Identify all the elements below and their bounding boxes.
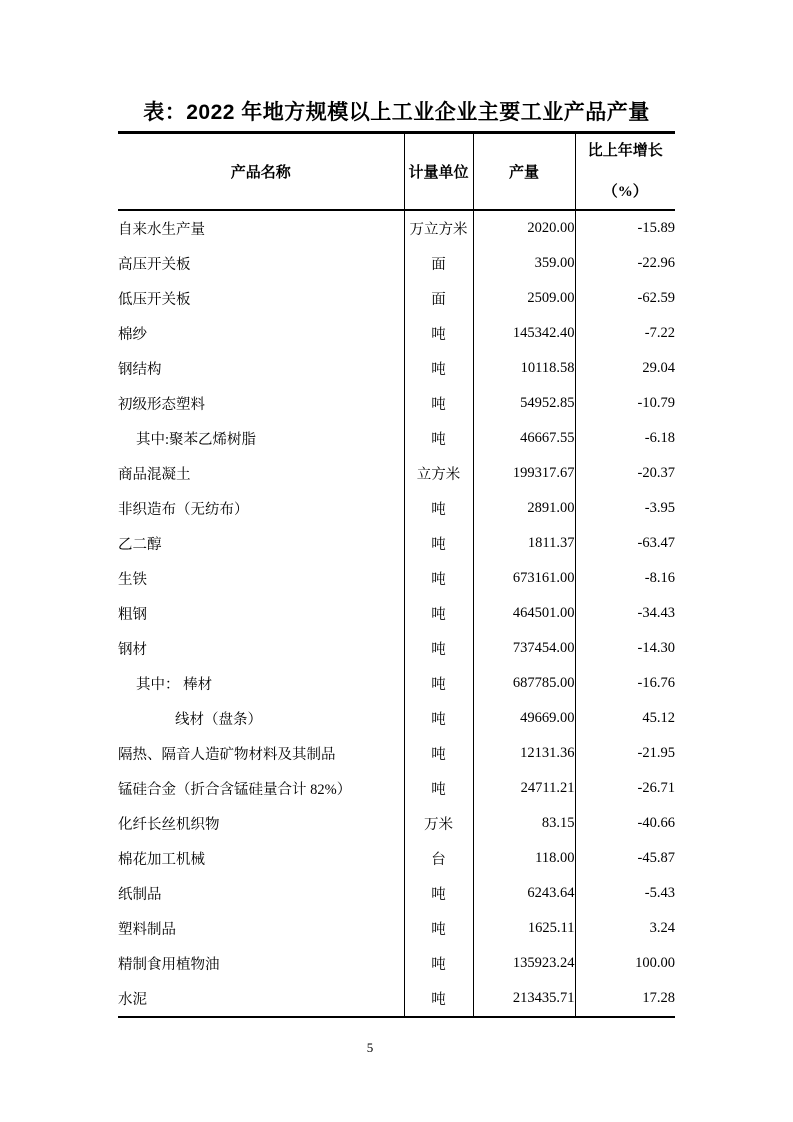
table-row [118, 491, 675, 526]
table-header [118, 133, 675, 211]
growth-header-line2: （%） [602, 183, 648, 200]
product-name-cell: 棉纱 [118, 327, 147, 343]
growth-cell: -63.47 [575, 526, 675, 561]
growth-cell: -20.37 [575, 456, 675, 491]
unit-cell: 吨 [404, 596, 473, 631]
output-cell: 46667.55 [473, 421, 575, 456]
growth-cell: -62.59 [575, 281, 675, 316]
table-row [118, 456, 675, 491]
product-name-cell: 棉花加工机械 [118, 852, 205, 868]
output-cell: 359.00 [473, 246, 575, 281]
unit-cell: 吨 [404, 561, 473, 596]
products-table [118, 131, 675, 1018]
output-cell: 10118.58 [473, 351, 575, 386]
product-name-cell: 线材（盘条） [175, 712, 262, 728]
growth-cell: -40.66 [575, 806, 675, 841]
unit-cell: 吨 [404, 701, 473, 736]
table-row [118, 281, 675, 316]
output-cell: 49669.00 [473, 701, 575, 736]
output-cell: 83.15 [473, 806, 575, 841]
unit-cell: 吨 [404, 631, 473, 666]
table-row [118, 561, 675, 596]
table-row [118, 701, 675, 736]
output-cell: 12131.36 [473, 736, 575, 771]
growth-header-line1: 比上年增长 [587, 142, 663, 159]
unit-cell: 吨 [404, 771, 473, 806]
unit-cell: 吨 [404, 876, 473, 911]
product-name-cell: 其中： 棒材 [136, 677, 213, 693]
unit-cell: 吨 [404, 421, 473, 456]
unit-cell: 吨 [404, 946, 473, 981]
table-row [118, 876, 675, 911]
product-name-cell: 其中:聚苯乙烯树脂 [136, 432, 257, 448]
growth-cell: -34.43 [575, 596, 675, 631]
output-cell: 687785.00 [473, 666, 575, 701]
growth-cell: -26.71 [575, 771, 675, 806]
output-cell: 464501.00 [473, 596, 575, 631]
table-row [118, 631, 675, 666]
output-cell: 2509.00 [473, 281, 575, 316]
growth-cell: 3.24 [575, 911, 675, 946]
product-name-cell: 纸制品 [118, 887, 162, 903]
growth-cell: -5.43 [575, 876, 675, 911]
page-number: 5 [366, 1040, 374, 1055]
table-row [118, 351, 675, 386]
product-name-cell: 精制食用植物油 [118, 957, 220, 973]
growth-cell: 45.12 [575, 701, 675, 736]
output-cell: 2891.00 [473, 491, 575, 526]
product-name-cell: 生铁 [118, 572, 147, 588]
growth-cell: -8.16 [575, 561, 675, 596]
table-row [118, 806, 675, 841]
table-row [118, 316, 675, 351]
output-cell: 199317.67 [473, 456, 575, 491]
output-cell: 54952.85 [473, 386, 575, 421]
unit-cell: 吨 [404, 736, 473, 771]
growth-cell: -3.95 [575, 491, 675, 526]
table-row [118, 911, 675, 946]
output-cell: 673161.00 [473, 561, 575, 596]
column-header-unit: 计量单位 [404, 133, 473, 211]
growth-cell: -10.79 [575, 386, 675, 421]
unit-cell: 立方米 [404, 456, 473, 491]
growth-cell: -6.18 [575, 421, 675, 456]
product-name-cell: 塑料制品 [118, 922, 176, 938]
output-cell: 135923.24 [473, 946, 575, 981]
product-name-cell: 锰硅合金（折合含锰硅量合计 82%） [118, 782, 352, 798]
growth-cell: -7.22 [575, 316, 675, 351]
header-row [118, 133, 675, 211]
column-header-growth [575, 133, 675, 211]
output-cell: 1811.37 [473, 526, 575, 561]
table-row [118, 210, 675, 246]
unit-cell: 万立方米 [404, 210, 473, 246]
output-cell: 24711.21 [473, 771, 575, 806]
table-row [118, 666, 675, 701]
table-row [118, 736, 675, 771]
unit-cell: 吨 [404, 316, 473, 351]
output-cell: 6243.64 [473, 876, 575, 911]
growth-cell: -22.96 [575, 246, 675, 281]
table-row [118, 421, 675, 456]
growth-cell: -14.30 [575, 631, 675, 666]
column-header-product-name: 产品名称 [118, 133, 404, 211]
growth-header-lines [576, 134, 676, 209]
page-title: 表：2022 年地方规模以上工业企业主要工业产品产量 [143, 101, 650, 124]
product-name-cell: 自来水生产量 [118, 222, 205, 238]
output-cell: 737454.00 [473, 631, 575, 666]
product-name-cell: 商品混凝土 [118, 467, 191, 483]
unit-cell: 吨 [404, 526, 473, 561]
table-row [118, 841, 675, 876]
growth-cell: 29.04 [575, 351, 675, 386]
unit-cell: 吨 [404, 491, 473, 526]
unit-cell: 台 [404, 841, 473, 876]
unit-cell: 吨 [404, 386, 473, 421]
growth-cell: -16.76 [575, 666, 675, 701]
product-name-cell: 高压开关板 [118, 257, 191, 273]
product-name-cell: 非织造布（无纺布） [118, 502, 249, 518]
unit-cell: 吨 [404, 666, 473, 701]
unit-cell: 吨 [404, 911, 473, 946]
output-cell: 213435.71 [473, 981, 575, 1017]
product-name-cell: 钢结构 [118, 362, 162, 378]
product-name-cell: 初级形态塑料 [118, 397, 205, 413]
growth-cell: -45.87 [575, 841, 675, 876]
product-name-cell: 低压开关板 [118, 292, 191, 308]
products-table-container [118, 131, 675, 1018]
table-row [118, 246, 675, 281]
output-cell: 1625.11 [473, 911, 575, 946]
growth-cell: -21.95 [575, 736, 675, 771]
table-row [118, 386, 675, 421]
product-name-cell: 化纤长丝机织物 [118, 817, 220, 833]
column-header-output: 产量 [473, 133, 575, 211]
growth-cell: 17.28 [575, 981, 675, 1017]
output-cell: 2020.00 [473, 210, 575, 246]
product-name-cell: 隔热、隔音人造矿物材料及其制品 [118, 747, 336, 763]
table-row [118, 946, 675, 981]
unit-cell: 面 [404, 281, 473, 316]
product-name-cell: 乙二醇 [118, 537, 162, 553]
product-name-cell: 粗钢 [118, 607, 147, 623]
unit-cell: 面 [404, 246, 473, 281]
product-name-cell: 钢材 [118, 642, 147, 658]
output-cell: 145342.40 [473, 316, 575, 351]
output-cell: 118.00 [473, 841, 575, 876]
growth-cell: 100.00 [575, 946, 675, 981]
product-name-cell: 水泥 [118, 992, 147, 1008]
table-row [118, 981, 675, 1017]
table-row [118, 771, 675, 806]
table-row [118, 596, 675, 631]
growth-cell: -15.89 [575, 210, 675, 246]
unit-cell: 吨 [404, 981, 473, 1017]
unit-cell: 万米 [404, 806, 473, 841]
table-row [118, 526, 675, 561]
table-body [118, 210, 675, 1017]
unit-cell: 吨 [404, 351, 473, 386]
